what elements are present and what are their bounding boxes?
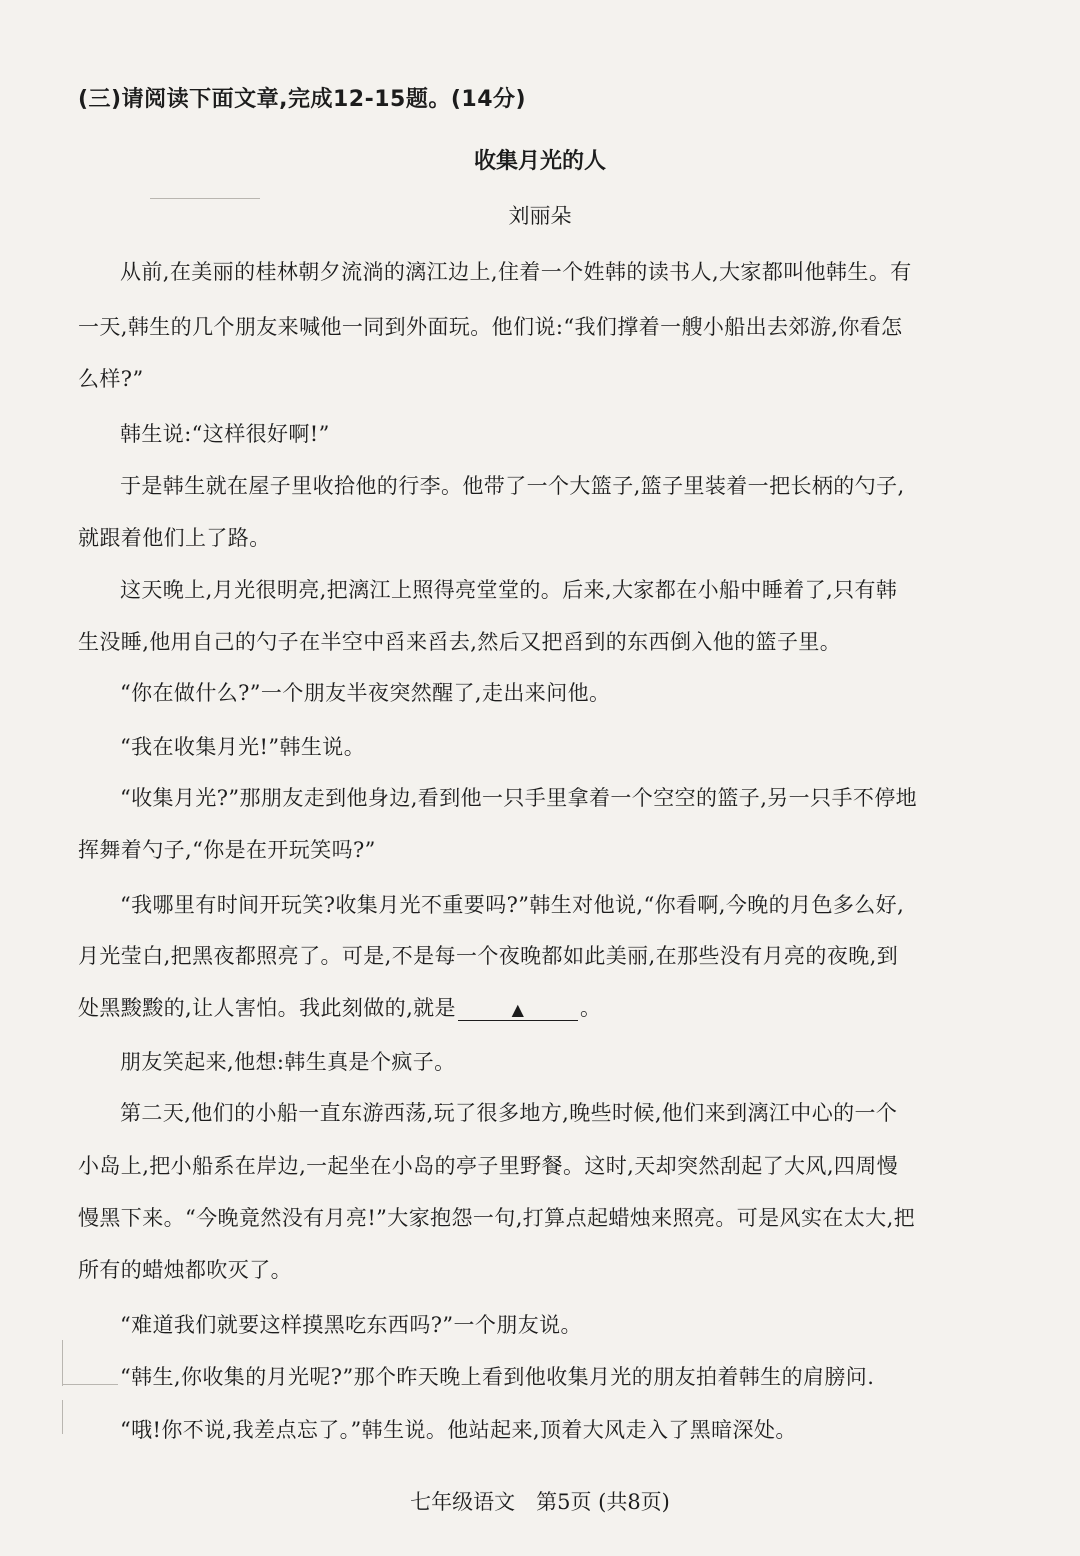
text-line: 就跟着他们上了路。 bbox=[78, 526, 271, 550]
text-line: 一天,韩生的几个朋友来喊他一同到外面玩。他们说:“我们撑着一艘小船出去郊游,你看怎 bbox=[78, 315, 903, 339]
scan-artifact bbox=[150, 198, 260, 199]
text-line-with-blank bbox=[78, 992, 601, 1022]
page-footer: 七年级语文 第5页 (共8页) bbox=[410, 1490, 670, 1514]
scan-artifact bbox=[62, 1400, 63, 1434]
text-segment: 处黑黢黢的,让人害怕。我此刻做的,就是 bbox=[78, 996, 456, 1020]
text-line: “韩生,你收集的月光呢?”那个昨天晚上看到他收集月光的朋友拍着韩生的肩膀问. bbox=[120, 1365, 875, 1389]
article-author: 刘丽朵 bbox=[508, 204, 572, 228]
answer-blank[interactable] bbox=[458, 998, 578, 1021]
text-line: “难道我们就要这样摸黑吃东西吗?”一个朋友说。 bbox=[120, 1313, 582, 1337]
text-line: 生没睡,他用自己的勺子在半空中舀来舀去,然后又把舀到的东西倒入他的篮子里。 bbox=[78, 630, 842, 654]
text-line: “我在收集月光!”韩生说。 bbox=[120, 735, 366, 759]
text-line: “我哪里有时间开玩笑?收集月光不重要吗?”韩生对他说,“你看啊,今晚的月色多么好, bbox=[120, 893, 905, 917]
text-line: 韩生说:“这样很好啊!” bbox=[120, 422, 330, 446]
text-line: 挥舞着勺子,“你是在开玩笑吗?” bbox=[78, 838, 376, 862]
section-heading: (三)请阅读下面文章,完成12-15题。(14分) bbox=[78, 87, 527, 112]
text-line: 月光莹白,把黑夜都照亮了。可是,不是每一个夜晚都如此美丽,在那些没有月亮的夜晚,到 bbox=[78, 944, 899, 968]
scan-artifact bbox=[62, 1340, 63, 1386]
text-line: 么样?” bbox=[78, 367, 144, 391]
triangle-icon: ▲ bbox=[511, 1000, 525, 1019]
text-segment: 。 bbox=[579, 996, 602, 1020]
text-line: 所有的蜡烛都吹灭了。 bbox=[78, 1258, 292, 1282]
text-line: “哦!你不说,我差点忘了。”韩生说。他站起来,顶着大风走入了黑暗深处。 bbox=[120, 1418, 797, 1442]
text-line: 第二天,他们的小船一直东游西荡,玩了很多地方,晚些时候,他们来到漓江中心的一个 bbox=[120, 1101, 898, 1125]
text-line: 于是韩生就在屋子里收拾他的行李。他带了一个大篮子,篮子里装着一把长柄的勺子, bbox=[120, 474, 905, 498]
text-line: “收集月光?”那朋友走到他身边,看到他一只手里拿着一个空空的篮子,另一只手不停地 bbox=[120, 786, 918, 810]
text-line: 小岛上,把小船系在岸边,一起坐在小岛的亭子里野餐。这时,天却突然刮起了大风,四周慢 bbox=[78, 1154, 899, 1178]
scan-artifact bbox=[62, 1384, 118, 1385]
text-line: 朋友笑起来,他想:韩生真是个疯子。 bbox=[120, 1050, 456, 1074]
text-line: 这天晚上,月光很明亮,把漓江上照得亮堂堂的。后来,大家都在小船中睡着了,只有韩 bbox=[120, 578, 898, 602]
text-line: 从前,在美丽的桂林朝夕流淌的漓江边上,住着一个姓韩的读书人,大家都叫他韩生。有 bbox=[120, 260, 912, 284]
article-title: 收集月光的人 bbox=[473, 149, 606, 174]
text-line: 慢黑下来。“今晚竟然没有月亮!”大家抱怨一句,打算点起蜡烛来照亮。可是风实在太大,把 bbox=[78, 1206, 916, 1230]
text-line: “你在做什么?”一个朋友半夜突然醒了,走出来问他。 bbox=[120, 681, 611, 705]
